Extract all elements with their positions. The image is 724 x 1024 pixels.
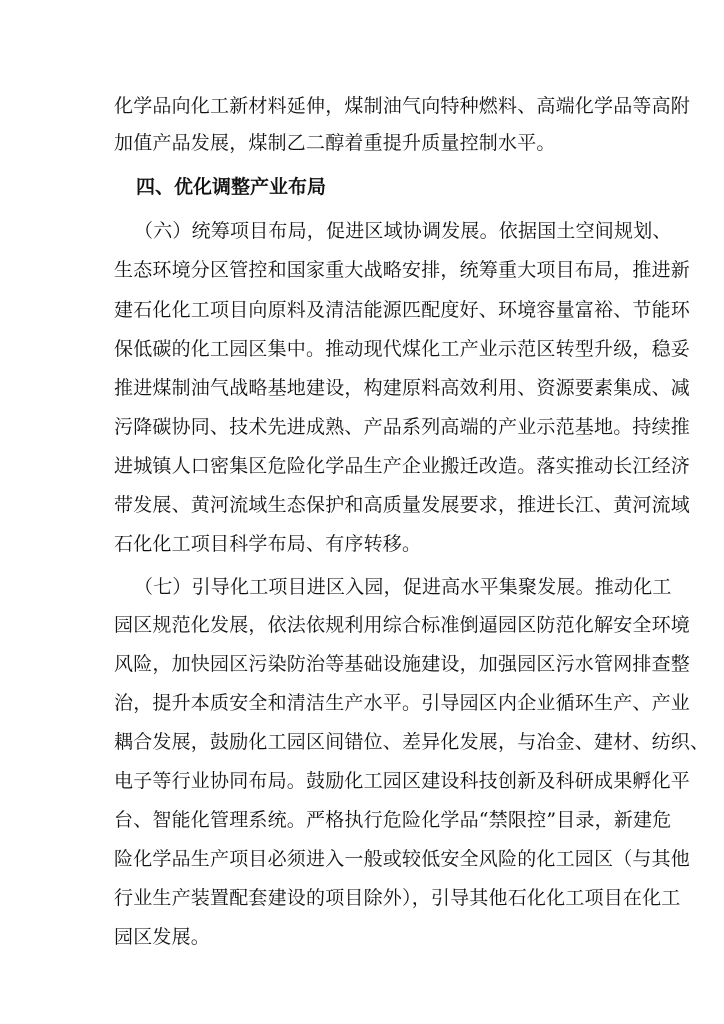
section-heading: 四、优化调整产业布局 <box>136 176 327 198</box>
paragraph-first-line: （六）统筹项目布局，促进区域协调发展。依据国土空间规划、 <box>134 220 672 242</box>
text-line: 保低碳的化工园区集中。推动现代煤化工产业示范区转型升级，稳妥 <box>114 338 691 360</box>
text-line: 电子等行业协同布局。鼓励化工园区建设科技创新及科研成果孵化平 <box>114 770 691 792</box>
text-line: 污降碳协同、技术先进成熟、产品系列高端的产业示范基地。持续推 <box>114 416 691 438</box>
text-line: 推进煤制油气战略基地建设，构建原料高效利用、资源要素集成、减 <box>114 377 691 399</box>
text-line: 险化学品生产项目必须进入一般或较低安全风险的化工园区（与其他 <box>114 848 691 870</box>
text-line: 带发展、黄河流域生态保护和高质量发展要求，推进长江、黄河流域 <box>114 494 691 516</box>
paragraph-first-line: （七）引导化工项目进区入园，促进高水平集聚发展。推动化工 <box>134 576 672 598</box>
text-line: 园区发展。 <box>114 926 211 948</box>
text-line: 耦合发展，鼓励化工园区间错位、差异化发展，与冶金、建材、纺织、 <box>114 731 710 753</box>
text-line: 石化化工项目科学布局、有序转移。 <box>114 533 422 555</box>
text-line: 建石化化工项目向原料及清洁能源匹配度好、环境容量富裕、节能环 <box>114 299 691 321</box>
text-line: 进城镇人口密集区危险化学品生产企业搬迁改造。落实推动长江经济 <box>114 455 691 477</box>
text-line: 生态环境分区管控和国家重大战略安排，统筹重大项目布局，推进新 <box>114 259 691 281</box>
text-line: 行业生产装置配套建设的项目除外），引导其他石化化工项目在化工 <box>114 887 681 909</box>
text-line: 加值产品发展，煤制乙二醇着重提升质量控制水平。 <box>114 132 556 154</box>
text-line: 风险，加快园区污染防治等基础设施建设，加强园区污水管网排查整 <box>114 653 691 675</box>
text-line: 台、智能化管理系统。严格执行危险化学品“禁限控”目录，新建危 <box>114 809 672 831</box>
text-line: 化学品向化工新材料延伸，煤制油气向特种燃料、高端化学品等高附 <box>114 95 691 117</box>
text-line: 治，提升本质安全和清洁生产水平。引导园区内企业循环生产、产业 <box>114 692 691 714</box>
text-line: 园区规范化发展，依法依规利用综合标准倒逼园区防范化解安全环境 <box>114 614 691 636</box>
